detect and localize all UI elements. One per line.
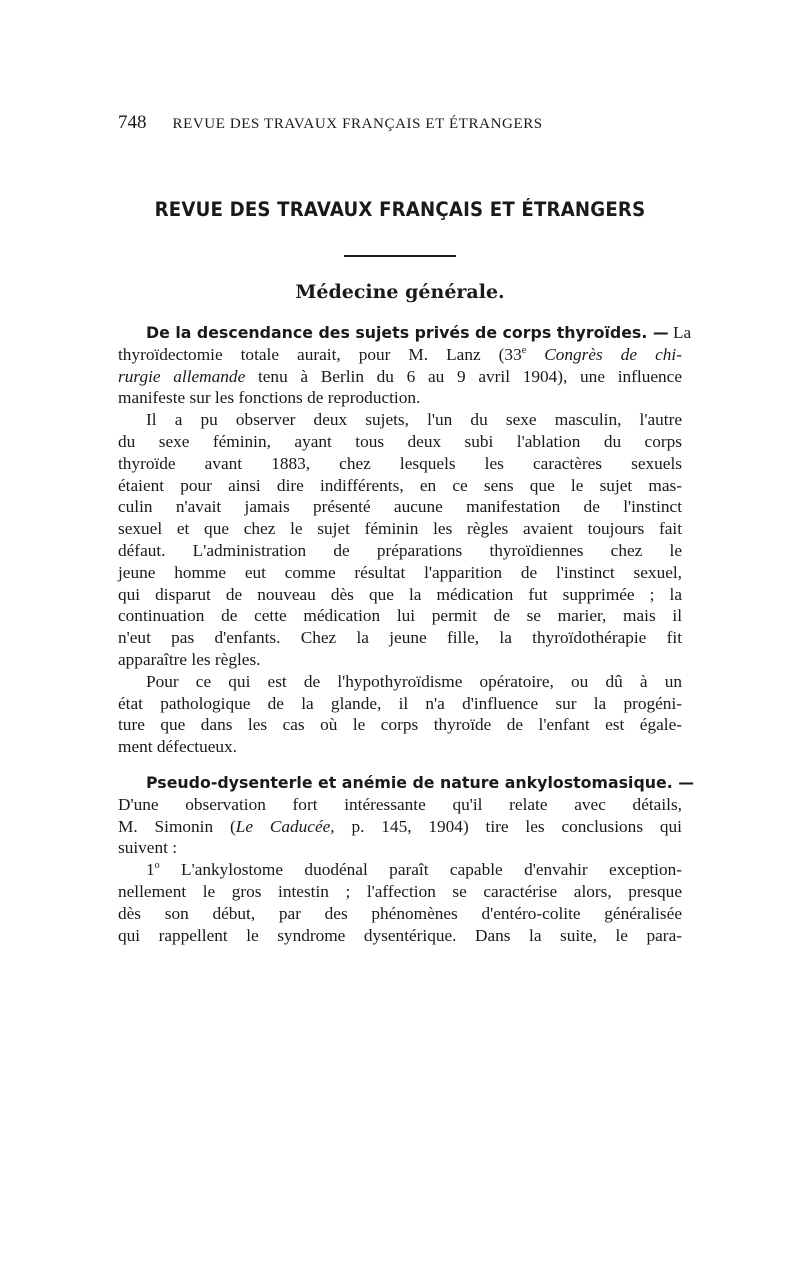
text-line: thyroïde avant 1883, chez lesquels les caractères sexuels (118, 453, 682, 473)
text-line (118, 344, 682, 366)
text-line: n'eut pas d'enfants. Chez la jeune fille, la thyroïdothérapie fit (118, 628, 682, 648)
article-1-title: De la descendance des sujets privés de corps thyroïdes. — (146, 323, 669, 342)
text-line: étaient pour ainsi dire indifférents, en ce sens que le sujet mas- (118, 475, 682, 495)
text-span: 1 (146, 860, 155, 880)
text-line: manifeste sur les fonctions de reproduction. (118, 388, 421, 408)
text-line: défaut. L'administration de préparations thyroïdiennes chez le (118, 540, 682, 560)
text-line: Pour ce qui est de l'hypothyroïdisme opératoire, ou dû à un (146, 671, 682, 691)
text-line: du sexe féminin, ayant tous deux subi l'ablation du corps (118, 431, 682, 451)
text-span: La (672, 323, 692, 342)
text-line: Il a pu observer deux sujets, l'un du sexe masculin, l'autre (146, 410, 682, 430)
section-divider (344, 255, 456, 257)
text-line: nellement le gros intestin ; l'affection se caractérise alors, presque (118, 881, 682, 901)
text-span: p. 145, 1904) tire les conclusions qui (351, 816, 682, 836)
text-line: apparaître les règles. (118, 649, 261, 669)
subsection-title: Médecine générale. (295, 281, 505, 303)
superscript: e (521, 345, 527, 357)
text-line: qui disparut de nouveau dès que la médication fut supprimée ; la (118, 584, 682, 604)
text-span: tenu à Berlin du 6 au 9 avril 1904), une influence (257, 366, 682, 386)
superscript: o (154, 860, 160, 872)
section-title: REVUE DES TRAVAUX FRANÇAIS ET ÉTRANGERS (154, 198, 646, 221)
text-line (118, 816, 682, 838)
text-line: culin n'avait jamais présenté aucune manifestation de l'instinct (118, 497, 682, 517)
text-span: M. Simonin ( (118, 816, 236, 836)
text-line: suivent : (118, 838, 178, 858)
article-2-paragraph-1 (118, 772, 695, 859)
page-number: 748 (118, 112, 147, 133)
article-1-paragraph-1 (118, 322, 692, 409)
text-line: ture que dans les cas où le corps thyroïde de l'enfant est égale- (118, 715, 682, 735)
text-line: ment défectueux. (118, 737, 237, 757)
running-head (118, 112, 682, 134)
article-pseudo-dysenterie (118, 772, 695, 946)
text-line: D'une observation fort intéressante qu'il relate avec détails, (118, 794, 682, 814)
text-span: L'ankylostome duodénal paraît capable d'envahir exception- (181, 860, 682, 880)
italic-span: rurgie allemande (118, 366, 246, 386)
document-page (118, 112, 695, 946)
text-line (118, 772, 695, 794)
text-line: état pathologique de la glande, il n'a d'influence sur la progéni- (118, 693, 682, 713)
italic-span: Le Caducée, (235, 816, 335, 836)
article-thyroid-descendance (118, 322, 692, 758)
text-line: continuation de cette médication lui permit de se marier, mais il (118, 606, 682, 626)
article-2-title: Pseudo-dysenterle et anémie de nature ankylostomasique. — (146, 772, 695, 792)
text-line (118, 859, 682, 881)
text-line: jeune homme eut comme résultat l'apparition de l'instinct sexuel, (118, 562, 682, 582)
text-line: dès son début, par des phénomènes d'entéro-colite généralisée (118, 903, 682, 923)
text-line: sexuel et que chez le sujet féminin les règles avaient toujours fait (118, 519, 682, 539)
text-span: thyroïdectomie totale aurait, pour M. Lanz (33 (118, 344, 522, 364)
text-line: qui rappellent le syndrome dysentérique. Dans la suite, le para- (118, 925, 682, 945)
article-1-paragraph-3 (118, 671, 682, 758)
text-line (118, 322, 692, 344)
text-line (118, 366, 682, 388)
article-1-paragraph-2 (118, 409, 682, 671)
running-head-title: REVUE DES TRAVAUX FRANÇAIS ET ÉTRANGERS (172, 116, 543, 132)
article-2-paragraph-2 (118, 859, 682, 946)
italic-span: Congrès de chi- (544, 344, 682, 364)
